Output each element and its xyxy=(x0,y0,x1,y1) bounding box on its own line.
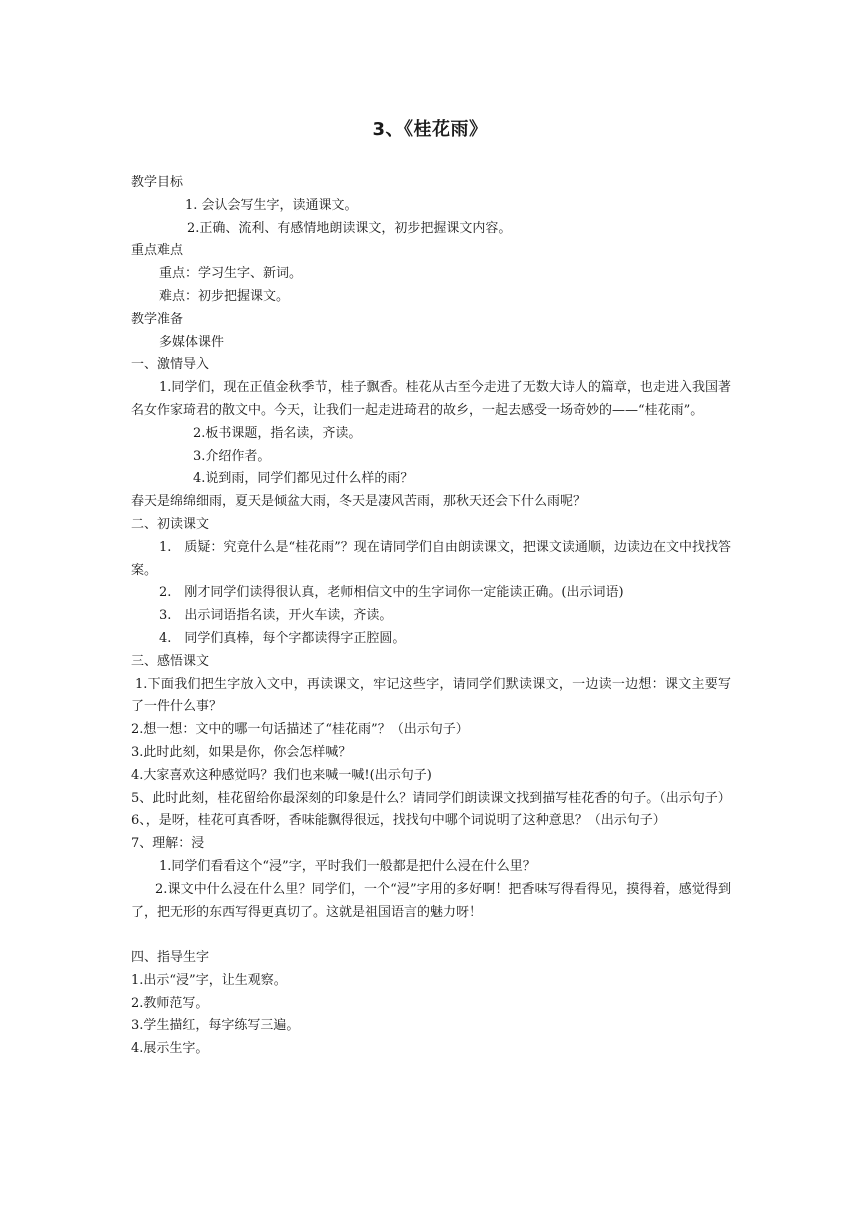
goal-item-2: 2.正确、流利、有感情地朗读课文，初步把握课文内容。 xyxy=(187,220,512,236)
section-4-paragraph-2: 2.教师范写。 xyxy=(131,995,209,1011)
section-4-paragraph-4: 4.展示生字。 xyxy=(131,1041,209,1057)
section-3-paragraph-4: 4.大家喜欢这种感觉吗？我们也来喊一喊!(出示句子) xyxy=(131,767,432,783)
section-4-paragraph-1: 1.出示“浸”字，让生观察。 xyxy=(131,972,287,988)
section-2-paragraph-4: 4. 同学们真棒，每个字都读得字正腔圆。 xyxy=(159,630,406,646)
section-4-paragraph-3: 3.学生描红，每字练写三遍。 xyxy=(131,1018,300,1034)
section-3-paragraph-7: 7、理解：浸 xyxy=(131,836,205,852)
document-body xyxy=(131,172,731,1061)
section-3-paragraph-8: 1.同学们看看这个“浸”字，平时我们一般都是把什么浸在什么里？ xyxy=(159,858,536,874)
goal-item-1: 1. 会认会写生字，读通课文。 xyxy=(185,197,358,213)
section-1-paragraph-5: 春天是绵绵细雨，夏天是倾盆大雨，冬天是凄风苦雨，那秋天还会下什么雨呢？ xyxy=(131,494,587,510)
goals-heading: 教学目标 xyxy=(131,175,184,190)
section-3-paragraph-2: 2.想一想：文中的哪一句话描述了“桂花雨”？（出示句子） xyxy=(131,722,469,738)
section-2-paragraph-3: 3. 出示词语指名读，开火车读，齐读。 xyxy=(159,608,393,624)
section-3-heading: 三、感悟课文 xyxy=(131,653,210,669)
key-heading: 重点难点 xyxy=(131,243,184,259)
section-4-heading: 四、指导生字 xyxy=(131,950,210,966)
prep-item: 多媒体课件 xyxy=(159,334,225,350)
section-3-paragraph-5: 5、此时此刻，桂花留给你最深刻的印象是什么？请同学们朗读课文找到描写桂花香的句子。（出示句子） xyxy=(131,790,731,806)
section-1-paragraph-3: 3.介绍作者。 xyxy=(193,448,271,464)
blank-line xyxy=(131,924,731,947)
section-1-paragraph-4: 4.说到雨，同学们都见过什么样的雨？ xyxy=(193,471,414,487)
difficulty-point: 难点：初步把握课文。 xyxy=(159,288,290,304)
page-title: 3、《桂花雨》 xyxy=(372,119,488,140)
section-1-paragraph-2: 2.板书课题，指名读，齐读。 xyxy=(193,425,362,441)
section-1-heading: 一、激情导入 xyxy=(131,357,210,373)
section-2-paragraph-2: 2. 刚才同学们读得很认真，老师相信文中的生字词你一定能读正确。(出示词语) xyxy=(159,585,624,601)
prep-heading: 教学准备 xyxy=(131,311,184,327)
key-point: 重点：学习生字、新词。 xyxy=(159,266,303,282)
section-3-paragraph-3: 3.此时此刻，如果是你，你会怎样喊？ xyxy=(131,744,352,760)
section-1-paragraph-1: 1.同学们，现在正值金秋季节，桂子飘香。桂花从古至今走进了无数大诗人的篇章，也走进入我国著名女作家琦君的散文中。今天，让我们一起走进琦君的故乡，一起去感受一场奇妙的——“桂花雨”。 xyxy=(131,380,731,418)
section-2-paragraph-1: 1. 质疑：究竟什么是“桂花雨”？现在请同学们自由朗读课文，把课文读通顺，边读边在文中找找答案。 xyxy=(131,539,731,578)
section-3-paragraph-1: 1.下面我们把生字放入文中，再读课文，牢记这些字，请同学们默读课文，一边读一边想：课文主要写了一件什么事？ xyxy=(131,676,731,715)
section-2-heading: 二、初读课文 xyxy=(131,516,210,532)
section-3-paragraph-6: 6、，是呀，桂花可真香呀，香味能飘得很远，找找句中哪个词说明了这种意思？（出示句子） xyxy=(131,813,666,829)
section-3-paragraph-9: 2.课文中什么浸在什么里？同学们，一个“浸”字用的多好啊！把香味写得看得见，摸得着，感觉得到了，把无形的东西写得更真切了。这就是祖国语言的魅力呀！ xyxy=(131,881,731,920)
